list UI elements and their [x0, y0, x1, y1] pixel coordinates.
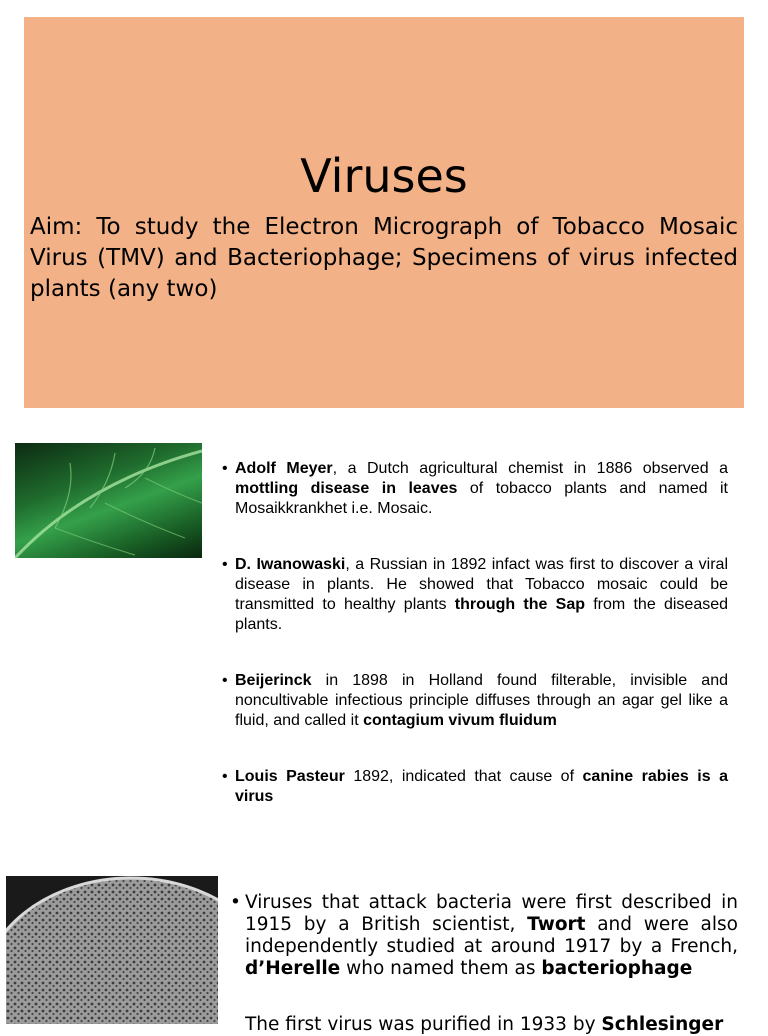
bullet-bold: contagium vivum fluidum [363, 712, 557, 729]
bullet-louis-pasteur [222, 767, 728, 807]
bullet-adolf-meyer [222, 459, 728, 519]
partial-bullet-cutoff [245, 1014, 735, 1036]
bullet-text: Viruses that attack bacteria were first described in 1915 by a British scientist, [245, 892, 738, 935]
bullet-bold: D. Iwanowaski [235, 556, 346, 573]
title-slide [24, 17, 744, 408]
history-bullet-list [222, 459, 728, 843]
bullet-text: in 1898 in Holland found filterable, invisible and noncultivable infectious principle diffuses through an agar gel like a fluid, and called it [235, 672, 728, 729]
bullet-text: 1892, indicated that cause of [344, 768, 583, 785]
bullet-dot: • [222, 768, 228, 785]
bullet-text: The first virus was purified in 1933 by [245, 1014, 602, 1035]
bullet-text: , a Russian in 1892 infact was first to discover a viral disease in plants. He showed that Tobacco mosaic could be transmitted to healthy plants [235, 556, 728, 613]
bullet-text: from the diseased plants. [235, 596, 729, 633]
bullet-text: and were also independently studied at around 1917 by a French, [245, 914, 738, 957]
page-title: Viruses [300, 149, 468, 203]
bullet-beijerinck [222, 671, 728, 731]
bullet-text: , a Dutch agricultural chemist in 1886 observed a [332, 460, 728, 477]
aim-paragraph [30, 212, 738, 305]
bullet-bold: through the Sap [454, 596, 585, 613]
petri-dish-plaque-image [6, 876, 218, 1024]
bullet-iwanowaski [222, 555, 728, 635]
bullet-dot: • [222, 460, 228, 477]
bullet-bold: Adolf Meyer [235, 460, 333, 477]
aim-text: : To study the Electron Micrograph of Tobacco Mosaic Virus (TMV) and Bacteriophage; Specimens of virus infected plants (any two) [30, 214, 738, 302]
bullet-bold: d’Herelle [245, 958, 341, 979]
bacteriophage-bullet-list [230, 892, 738, 980]
bullet-dot: • [230, 892, 241, 913]
tobacco-leaf-image [15, 443, 202, 558]
bullet-bold: Twort [527, 914, 586, 935]
aim-label: Aim [30, 214, 75, 240]
bullet-bold: bacteriophage [541, 958, 693, 979]
bullet-bold: mottling disease in leaves [235, 480, 458, 497]
bullet-bold: Beijerinck [235, 672, 312, 689]
bullet-text: of tobacco plants and named it Mosaikkrankhet i.e. Mosaic. [235, 480, 728, 517]
bullet-text: who named them as [340, 958, 542, 979]
bullet-bold: canine rabies is a virus [235, 768, 729, 805]
bullet-dot: • [222, 672, 228, 689]
bullet-bold: Louis Pasteur [235, 768, 345, 785]
bullet-dot: • [222, 556, 228, 573]
bullet-bold: Schlesinger [601, 1014, 724, 1035]
bullet-twort [230, 892, 738, 980]
